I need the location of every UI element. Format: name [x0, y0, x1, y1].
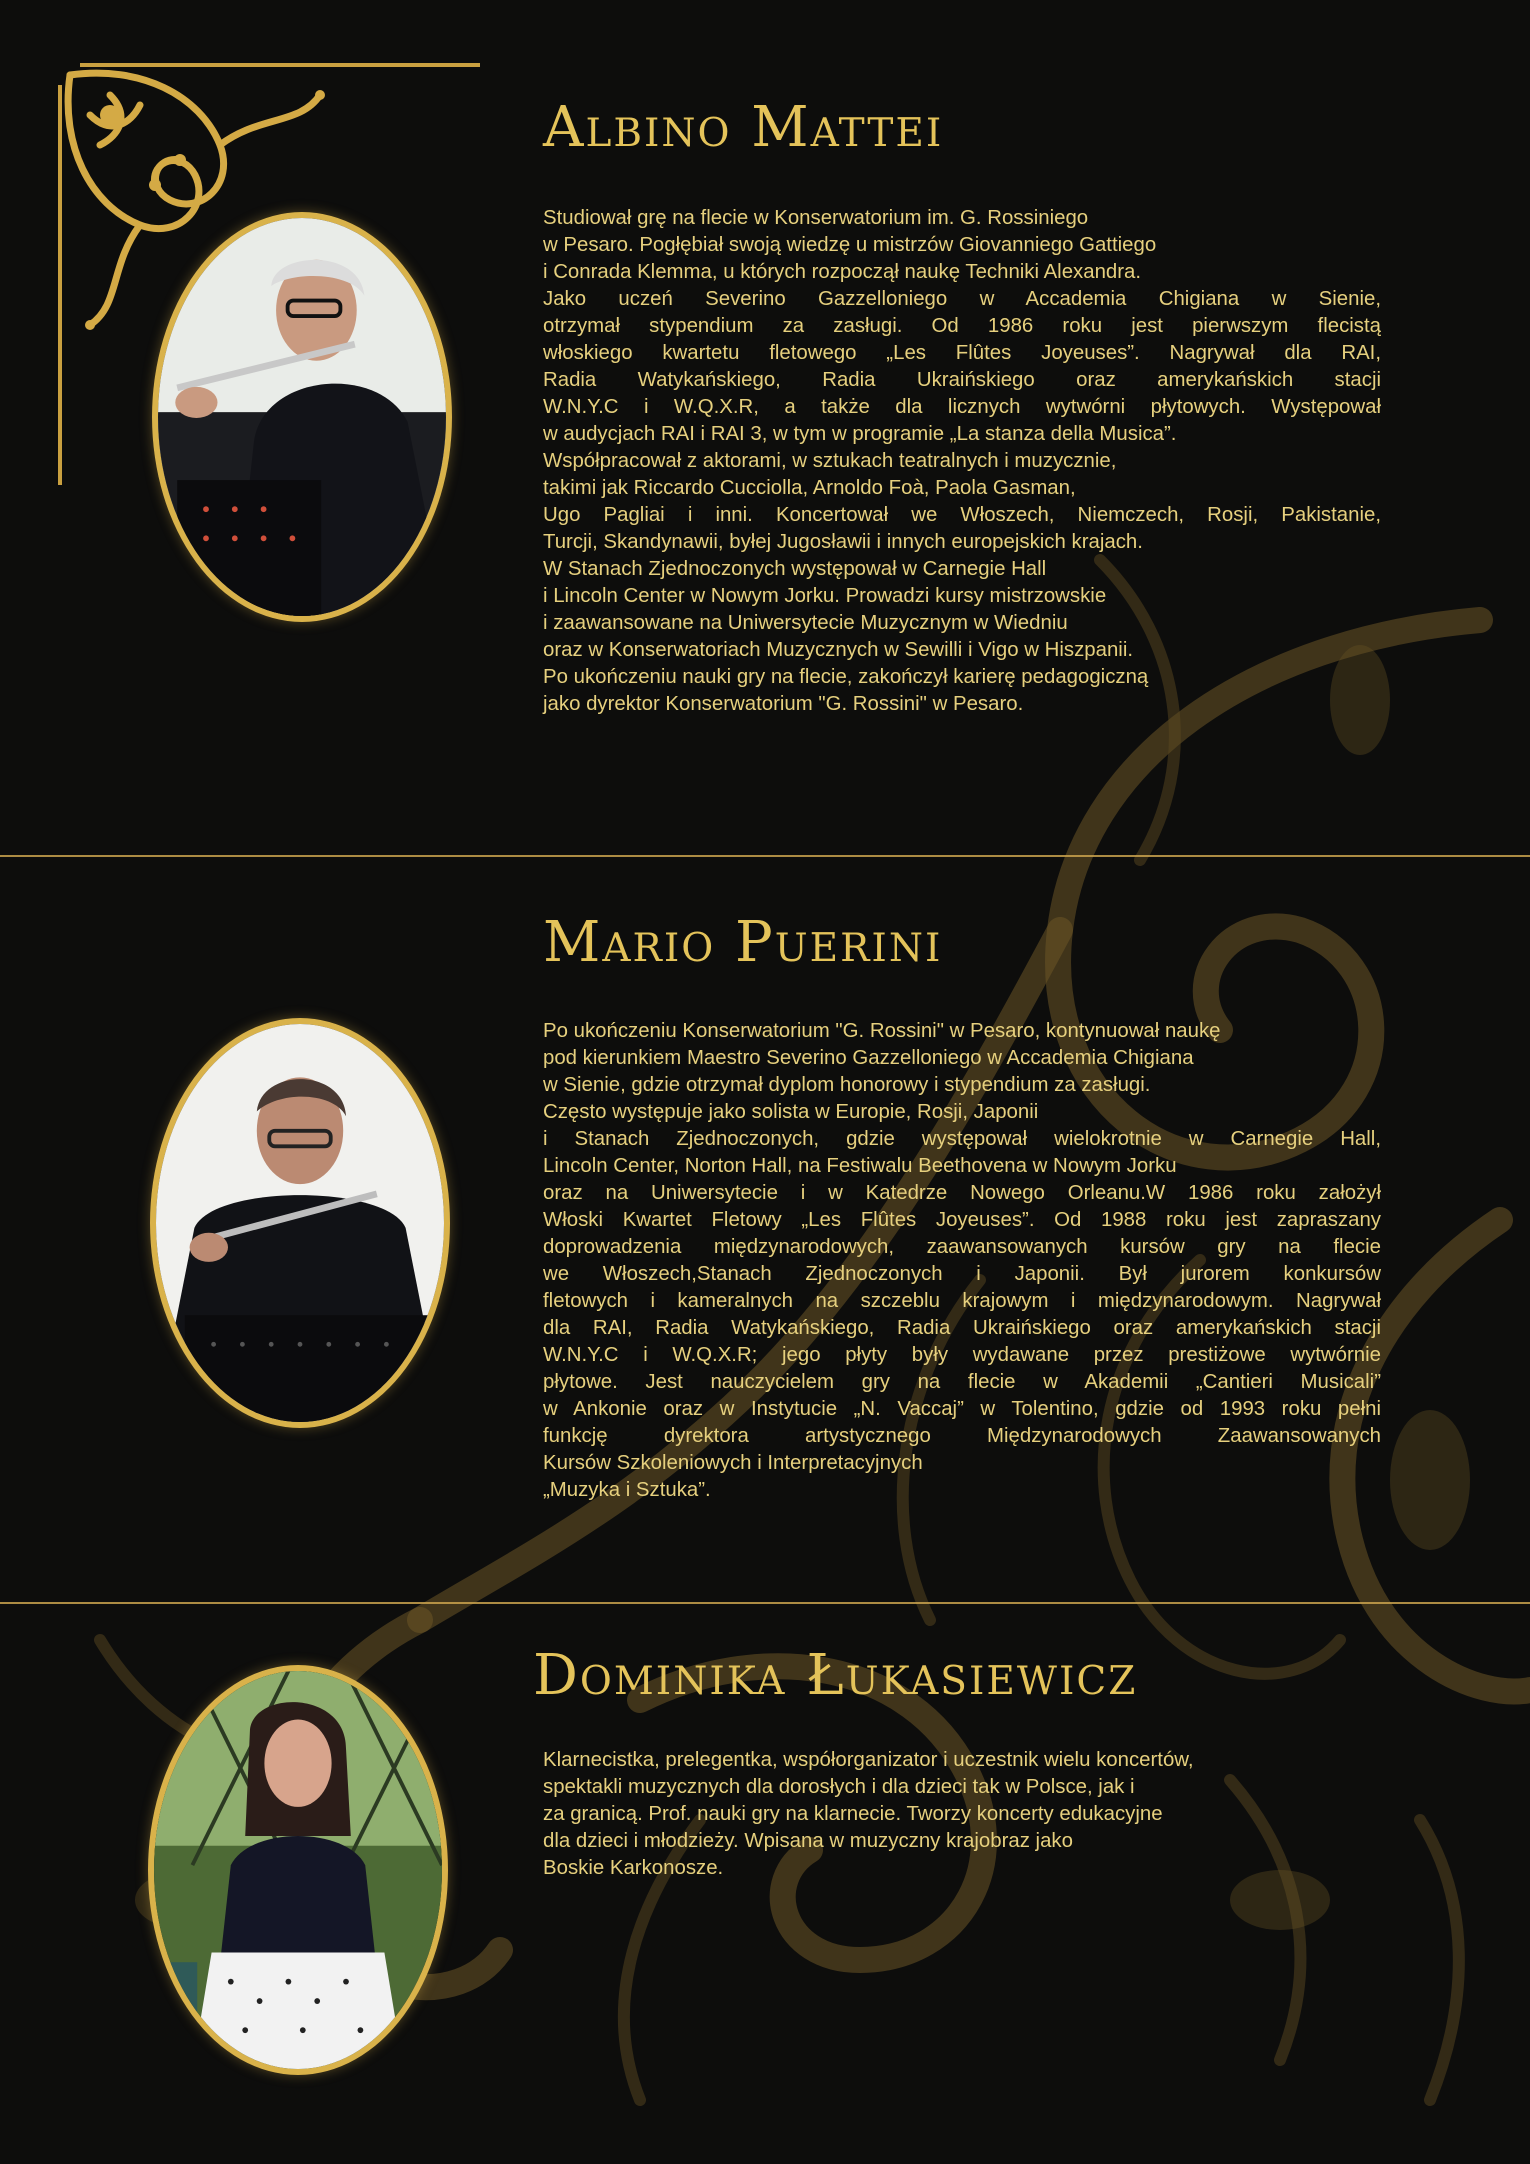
bio-line: spektakli muzycznych dla dorosłych i dla dzieci tak w Polsce, jak i	[543, 1776, 1135, 1798]
portrait-dominika-lukasiewicz	[148, 1665, 448, 2075]
bio-line: W Stanach Zjednoczonych występował w Carnegie Hall	[543, 558, 1047, 580]
bio-line: funkcję dyrektora artystycznego Międzynarodowych Zaawansowanych	[543, 1425, 1381, 1447]
flutist-photo-icon	[158, 218, 446, 616]
bio-line: i zaawansowane na Uniwersytecie Muzycznym w Wiedniu	[543, 612, 1068, 634]
bio-line: w audycjach RAI i RAI 3, w tym w programie „La stanza della Musica”.	[543, 423, 1177, 445]
bio-line: w Sienie, gdzie otrzymał dyplom honorowy i stypendium za zasługi.	[543, 1074, 1151, 1096]
bio-line: oraz na Uniwersytecie i w Katedrze Nowego Orleanu.W 1986 roku założył	[543, 1182, 1381, 1204]
clarinetist-photo-icon	[154, 1671, 442, 2069]
bio-line: Radia Watykańskiego, Radia Ukraińskiego oraz amerykańskich stacji	[543, 369, 1381, 391]
flutist-photo-icon	[156, 1024, 444, 1422]
bio-line: Lincoln Center, Norton Hall, na Festiwalu Beethovena w Nowym Jorku	[543, 1155, 1177, 1177]
bio-line: Ugo Pagliai i inni. Koncertował we Włoszech, Niemczech, Rosji, Pakistanie,	[543, 504, 1381, 526]
bio-line: dla RAI, Radia Watykańskiego, Radia Ukraińskiego oraz amerykańskich stacji	[543, 1317, 1381, 1339]
bio-line: Współpracował z aktorami, w sztukach teatralnych i muzycznie,	[543, 450, 1117, 472]
bio-mario-puerini	[543, 1018, 1381, 1504]
bio-line: w Ankonie oraz w Instytucie „N. Vaccaj” w Tolentino, gdzie od 1993 roku pełni	[543, 1398, 1381, 1420]
bio-line: „Muzyka i Sztuka”.	[543, 1479, 711, 1501]
section-divider	[0, 1602, 1530, 1604]
section-title-albino-mattei: Albino Mattei	[543, 95, 944, 160]
portrait-mario-puerini	[150, 1018, 450, 1428]
bio-line: Po ukończeniu nauki gry na flecie, zakończył karierę pedagogiczną	[543, 666, 1149, 688]
bio-line: jako dyrektor Konserwatorium "G. Rossini" w Pesaro.	[543, 693, 1024, 715]
bio-line: Studiował grę na flecie w Konserwatorium im. G. Rossiniego	[543, 207, 1089, 229]
bio-line: i Stanach Zjednoczonych, gdzie występował wielokrotnie w Carnegie Hall,	[543, 1128, 1381, 1150]
bio-line: i Conrada Klemma, u których rozpoczął naukę Techniki Alexandra.	[543, 261, 1142, 283]
bio-line: płytowe. Jest nauczycielem gry na flecie w Akademii „Cantieri Musicali”	[543, 1371, 1381, 1393]
portrait-albino-mattei	[152, 212, 452, 622]
bio-line: otrzymał stypendium za zasługi. Od 1986 roku jest pierwszym flecistą	[543, 315, 1381, 337]
bio-line: dla dzieci i młodzieży. Wpisana w muzyczny krajobraz jako	[543, 1830, 1073, 1852]
section-divider	[0, 855, 1530, 857]
bio-line: W.N.Y.C i W.Q.X.R; jego płyty były wydawane przez prestiżowe wytwórnie	[543, 1344, 1381, 1366]
bio-line: Po ukończeniu Konserwatorium "G. Rossini" w Pesaro, kontynuował naukę	[543, 1020, 1221, 1042]
bio-line: Często występuje jako solista w Europie, Rosji, Japonii	[543, 1101, 1039, 1123]
bio-line: Klarnecistka, prelegentka, współorganizator i uczestnik wielu koncertów,	[543, 1749, 1194, 1771]
bio-line: takimi jak Riccardo Cucciolla, Arnoldo Foà, Paola Gasman,	[543, 477, 1076, 499]
bio-line: Włoski Kwartet Fletowy „Les Flûtes Joyeuses”. Od 1988 roku jest zapraszany	[543, 1209, 1381, 1231]
bio-line: Kursów Szkoleniowych i Interpretacyjnych	[543, 1452, 923, 1474]
section-title-mario-puerini: Mario Puerini	[543, 910, 943, 975]
bio-line: za granicą. Prof. nauki gry na klarnecie. Tworzy koncerty edukacyjne	[543, 1803, 1163, 1825]
bio-line: i Lincoln Center w Nowym Jorku. Prowadzi kursy mistrzowskie	[543, 585, 1107, 607]
bio-line: Turcji, Skandynawii, byłej Jugosławii i innych europejskich krajach.	[543, 531, 1143, 553]
bio-line: Boskie Karkonosze.	[543, 1857, 724, 1879]
bio-line: pod kierunkiem Maestro Severino Gazzelloniego w Accademia Chigiana	[543, 1047, 1194, 1069]
bio-line: Jako uczeń Severino Gazzelloniego w Accademia Chigiana w Sienie,	[543, 288, 1381, 310]
bio-line: doprowadzenia międzynarodowych, zaawansowanych kursów gry na flecie	[543, 1236, 1381, 1258]
bio-line: W.N.Y.C i W.Q.X.R, a także dla licznych wytwórni płytowych. Występował	[543, 396, 1381, 418]
bio-dominika-lukasiewicz	[543, 1747, 1381, 1882]
bio-line: fletowych i kameralnych na szczeblu krajowym i międzynarodowym. Nagrywał	[543, 1290, 1381, 1312]
bio-albino-mattei	[543, 205, 1381, 718]
bio-line: włoskiego kwartetu fletowego „Les Flûtes Joyeuses”. Nagrywał dla RAI,	[543, 342, 1381, 364]
section-title-dominika-lukasiewicz: Dominika Łukasiewicz	[533, 1643, 1138, 1708]
bio-line: oraz w Konserwatoriach Muzycznych w Sewilli i Vigo w Hiszpanii.	[543, 639, 1134, 661]
bio-line: we Włoszech,Stanach Zjednoczonych i Japonii. Był jurorem konkursów	[543, 1263, 1381, 1285]
bio-line: w Pesaro. Pogłębiał swoją wiedzę u mistrzów Giovanniego Gattiego	[543, 234, 1157, 256]
